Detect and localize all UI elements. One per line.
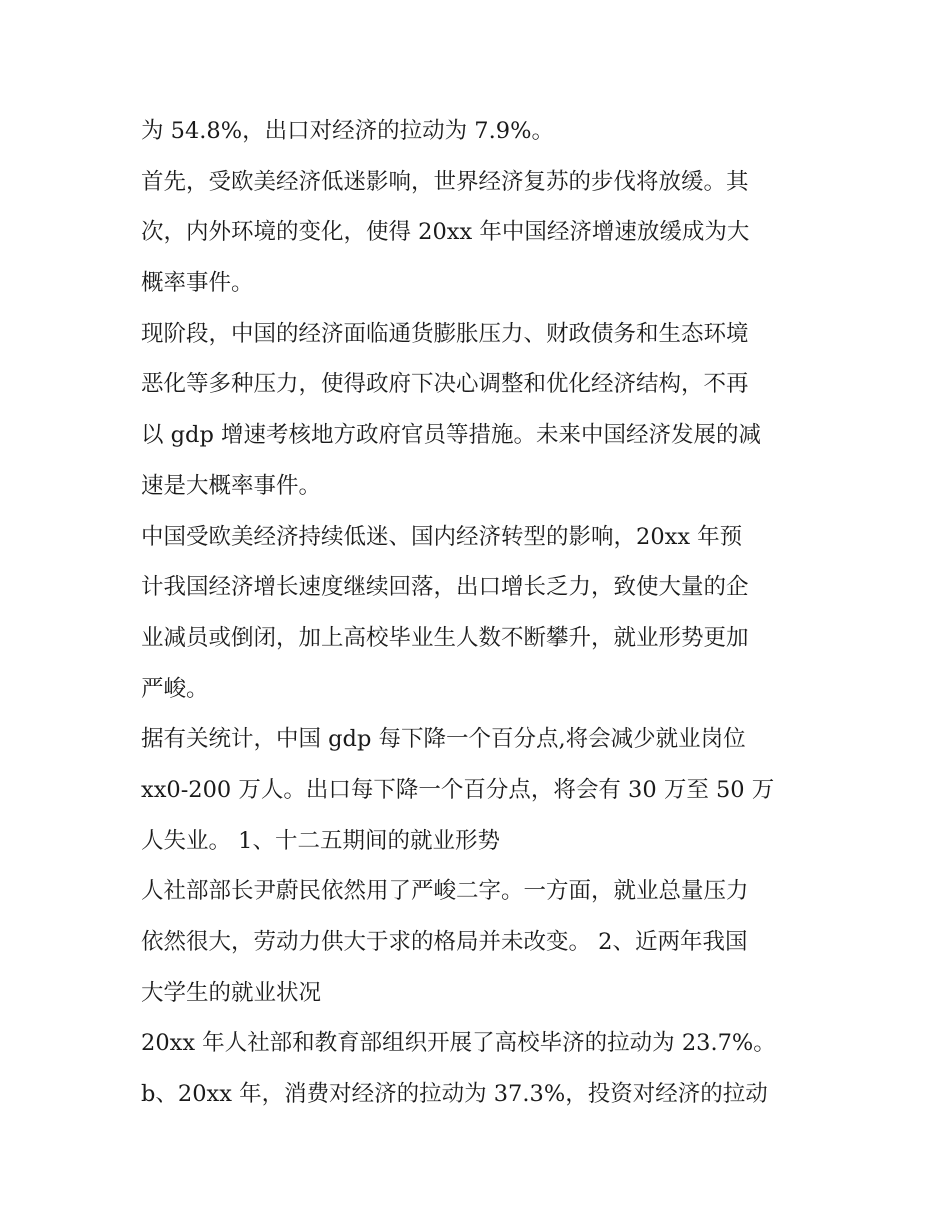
text-line: 首先，受欧美经济低迷影响，世界经济复苏的步伐将放缓。其 xyxy=(141,168,749,195)
text-line: 据有关统计，中国 gdp 每下降一个百分点,将会减少就业岗位 xyxy=(141,726,746,753)
text-line: 恶化等多种压力，使得政府下决心调整和优化经济结构，不再 xyxy=(141,371,749,398)
text-line: 20xx 年人社部和教育部组织开展了高校毕济的拉动为 23.7%。 xyxy=(141,1030,776,1057)
text-line: 次，内外环境的变化，使得 20xx 年中国经济增速放缓成为大 xyxy=(141,219,750,246)
text-line: 以 gdp 增速考核地方政府官员等措施。未来中国经济发展的减 xyxy=(141,422,762,449)
text-line: 中国受欧美经济持续低迷、国内经济转型的影响，20xx 年预 xyxy=(141,523,743,550)
text-line: 速是大概率事件。 xyxy=(141,472,322,499)
text-line: 严峻。 xyxy=(141,675,209,702)
text-line: 大学生的就业状况 xyxy=(141,979,322,1006)
text-line: 人失业。 1、十二五期间的就业形势 xyxy=(141,827,500,854)
text-line: 概率事件。 xyxy=(141,270,254,297)
text-line: 依然很大，劳动力供大于求的格局并未改变。 2、近两年我国 xyxy=(141,929,748,955)
text-line: 为 54.8%，出口对经济的拉动为 7.9%。 xyxy=(141,118,554,144)
document-body xyxy=(141,106,821,1120)
text-line: 现阶段，中国的经济面临通货膨胀压力、财政债务和生态环境 xyxy=(141,320,749,347)
text-line: xx0-200 万人。出口每下降一个百分点，将会有 30 万至 50 万 xyxy=(141,776,775,803)
text-line: 人社部部长尹蔚民依然用了严峻二字。一方面，就业总量压力 xyxy=(141,878,749,905)
text-line: 计我国经济增长速度继续回落，出口增长乏力，致使大量的企 xyxy=(141,574,749,601)
text-line: b、20xx 年，消费对经济的拉动为 37.3%，投资对经济的拉动 xyxy=(141,1081,768,1108)
text-line: 业减员或倒闭，加上高校毕业生人数不断攀升，就业形势更加 xyxy=(141,624,749,651)
